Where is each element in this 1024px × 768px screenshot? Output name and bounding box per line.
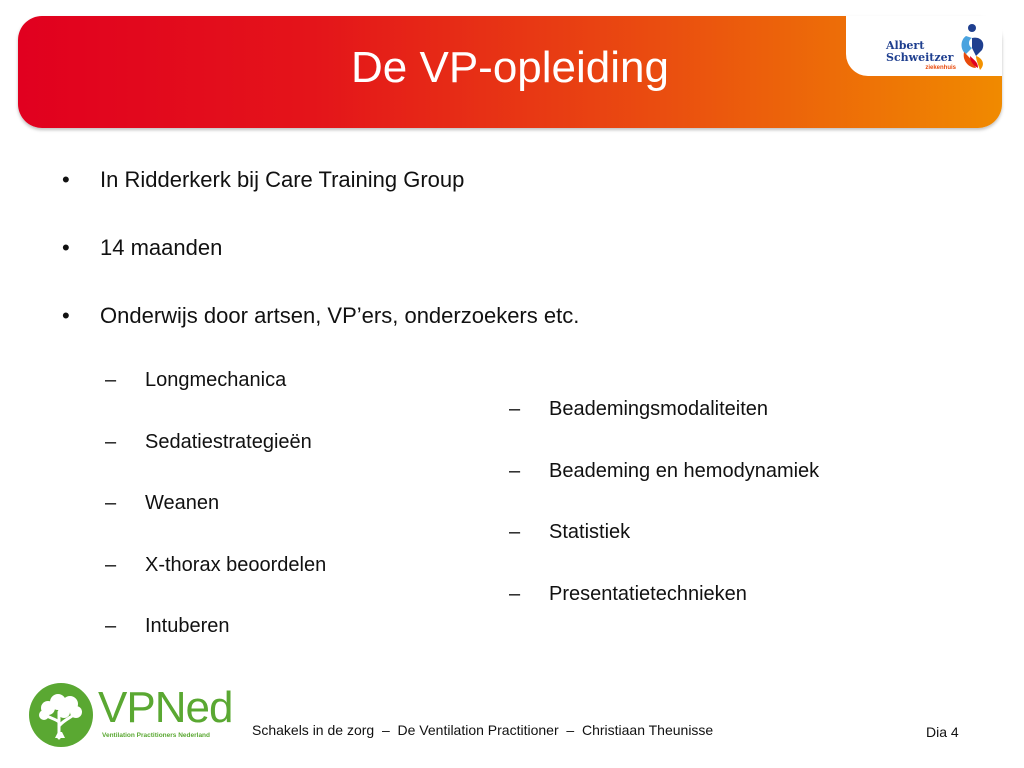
bullet-item <box>60 298 579 334</box>
bullet-text: 14 maanden <box>100 235 223 260</box>
sub-text: Longmechanica <box>145 369 287 391</box>
hospital-logo-text <box>886 40 956 72</box>
sub-text: Presentatietechnieken <box>549 582 747 605</box>
sub-marker: – <box>509 582 521 605</box>
bullet-marker: • <box>62 303 70 328</box>
bullet-list <box>60 162 579 366</box>
footer-text: Schakels in de zorg – De Ventilation Practitioner – Christiaan Theunisse <box>252 722 714 738</box>
sub-text: X-thorax beoordelen <box>145 553 327 576</box>
vpned-tagline: Ventilation Practitioners Nederland <box>102 732 210 739</box>
sub-item <box>509 457 819 485</box>
hospital-figure-icon <box>956 22 992 72</box>
sub-marker: – <box>509 521 521 543</box>
sub-text: Weanen <box>145 492 220 514</box>
sub-list-left <box>105 366 326 674</box>
sub-text: Beademing en hemodynamiek <box>549 459 820 482</box>
sub-text: Statistiek <box>549 521 631 543</box>
hospital-logo <box>846 16 1002 76</box>
slide-title: De VP-opleiding <box>351 43 669 92</box>
sub-marker: – <box>105 553 117 576</box>
sub-text: Intuberen <box>145 615 230 637</box>
bullet-marker: • <box>62 235 70 260</box>
tree-icon <box>28 682 94 748</box>
sub-text: Sedatiestrategieën <box>145 430 312 453</box>
bullet-item <box>60 230 579 266</box>
bullet-text: In Ridderkerk bij Care Training Group <box>100 167 465 192</box>
sub-marker: – <box>105 369 117 391</box>
sub-list-right <box>509 395 819 641</box>
bullet-marker: • <box>62 167 70 192</box>
sub-marker: – <box>105 430 117 453</box>
bullet-item <box>60 162 579 198</box>
vpned-wordmark: VPNed <box>98 683 233 732</box>
sub-item <box>509 518 819 546</box>
sub-marker: – <box>509 459 521 482</box>
hospital-name-line3: ziekenhuis <box>925 65 956 71</box>
sub-text: Beademingsmodaliteiten <box>549 398 769 420</box>
sub-item <box>509 395 819 423</box>
sub-item <box>105 489 326 517</box>
slide-number: Dia 4 <box>926 724 959 740</box>
sub-marker: – <box>105 615 117 637</box>
sub-item <box>509 580 819 608</box>
sub-item <box>105 366 326 394</box>
bullet-text: Onderwijs door artsen, VP’ers, onderzoekers etc. <box>100 303 580 328</box>
sub-item <box>105 551 326 579</box>
hospital-name-line2: Schweitzer <box>886 51 954 64</box>
vpned-logo <box>28 682 233 750</box>
sub-item <box>105 612 326 640</box>
sub-item <box>105 428 326 456</box>
hospital-name-line1: Albert <box>886 39 925 52</box>
sub-marker: – <box>105 492 117 514</box>
sub-marker: – <box>509 398 521 420</box>
